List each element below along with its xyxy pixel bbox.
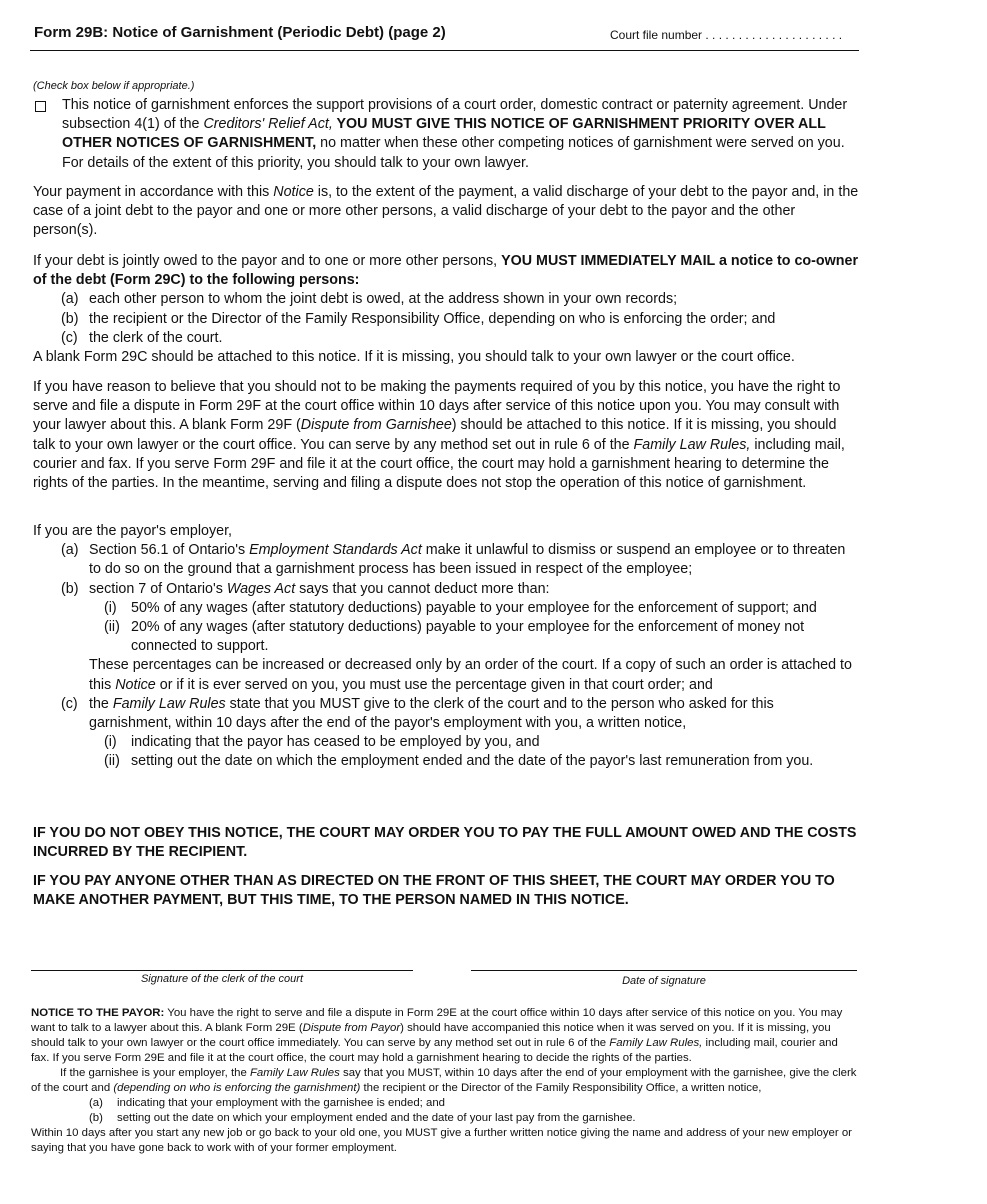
list-item: (i) indicating that the payor has ceased to be employed by you, and [104,734,540,751]
court-file-number-dots: . . . . . . . . . . . . . . . . . . . . . [702,28,843,42]
employer-section [33,522,860,772]
list-item: (i) 50% of any wages (after statutory deductions) payable to your employee for the enforcement of support; and [104,599,817,616]
form-title: Form 29B: Notice of Garnishment (Periodic Debt) (page 2) [34,24,446,41]
list-item: (b) setting out the date on which your employment ended and the date of your last pay from the garnishee. [89,1112,636,1124]
list-item: (ii) 20% of any wages (after statutory deductions) payable to your employee for the enforcement of money not connected to support. [104,619,805,655]
priority-checkbox-row [33,96,860,173]
blank-form-note: A blank Form 29C should be attached to this notice. If it is missing, you should talk to your own lawyer or the court office. [33,349,795,366]
joint-debt-list [33,290,860,348]
clerk-signature-label: Signature of the clerk of the court [140,973,304,985]
header-rule [30,50,859,51]
clerk-signature-line[interactable] [31,970,413,971]
discharge-paragraph: Your payment in accordance with this Notice is, to the extent of the payment, a valid discharge of your debt to the payor and, in the case of a joint debt to the payor and one or more other persons, a valid discharge of your debt to the payor and the other person(s). [33,184,859,239]
payor-notice-p2: If the garnishee is your employer, the Family Law Rules say that you MUST, within 10 days after the end of your employment with the garnishee, give the clerk of the court and (depending on who is enforcing the garnishment) the recipient or the Director of the Family Responsibility Office, a written notice, [31,1067,857,1094]
employer-intro: If you are the payor's employer, [33,523,233,539]
payor-notice-p1: NOTICE TO THE PAYOR: You have the right to serve and file a dispute in Form 29E at the court office within 10 days after service of this notice on you. You may want to talk to a lawyer about this. A blank Form 29E (Dispute from Payor) should have accompanied this notice when it was served on you. If it is missing, you should talk to your own lawyer or the court office immediately. You can serve by any method set out in rule 6 of the Family Law Rules, including mail, courier and fax. If you serve Form 29E and file it at the court office, the court may hold a garnishment hearing to decide the rights of the parties. [31,1007,843,1064]
payor-notice [31,1006,859,1156]
list-item: (c) the clerk of the court. [61,329,223,346]
date-signature-label: Date of signature [622,975,706,987]
list-item: (ii) setting out the date on which the employment ended and the date of the payor's last remuneration from you. [104,753,814,770]
joint-debt-section [33,252,860,367]
percentage-note: These percentages can be increased or decreased only by an order of the court. If a copy of such an order is attached to this Notice or if it is ever served on you, you must use the percentage given in that court order; and [89,657,852,693]
list-item: (a) each other person to whom the joint debt is owed, at the address shown in your own records; [61,291,678,308]
employer-item-a: (a) Section 56.1 of Ontario's Employment Standards Act make it unlawful to dismiss or suspend an employee or to threaten to do so on the ground that a garnishment process has been issued in respect of the employee; [61,542,846,578]
dispute-paragraph: If you have reason to believe that you should not to be making the payments required of you by this notice, you have the right to serve and file a dispute in Form 29F at the court office within 10 days after service of this notice upon you. You may consult with your lawyer about this. A blank Form 29F (Dispute from Garnishee) should be attached to this notice. If it is missing, you should talk to your own lawyer or the court office. You can serve by any method set out in rule 6 of the Family Law Rules, including mail, courier and fax. If you serve Form 29F and file it at the court office, the court may hold a garnishment hearing to determine the rights of the parties. In the meantime, serving and filing a dispute does not stop the operation of this notice of garnishment. [33,379,845,492]
priority-checkbox[interactable] [35,101,46,112]
priority-paragraph: This notice of garnishment enforces the support provisions of a court order, domestic contract or paternity agreement. Under subsection 4(1) of the Creditors' Relief Act, YOU MUST GIVE THIS NOTICE OF GARNISHMENT PRIORITY OVER ALL OTHER NOTICES OF GARNISHMENT, no matter when these other competing notices of garnishment were served on you. For details of the extent of this priority, you should talk to your own lawyer. [62,97,848,171]
court-file-number-field[interactable] [610,28,842,42]
employer-item-b: (b) section 7 of Ontario's Wages Act says that you cannot deduct more than: [61,580,550,597]
date-signature-line[interactable] [471,970,857,971]
court-file-number-label: Court file number [610,28,703,42]
check-note: (Check box below if appropriate.) [33,80,195,92]
warning-payment: IF YOU PAY ANYONE OTHER THAN AS DIRECTED ON THE FRONT OF THIS SHEET, THE COURT MAY ORDER YOU TO MAKE ANOTHER PAYMENT, BUT THIS TIME, TO THE PERSON NAMED IN THIS NOTICE. [33,873,835,908]
payor-notice-final: Within 10 days after you start any new job or go back to your old one, you MUST give a further written notice giving the name and address of your new employer or saying that you have gone back to work with of your former employment. [31,1127,852,1154]
warning-obey: IF YOU DO NOT OBEY THIS NOTICE, THE COURT MAY ORDER YOU TO PAY THE FULL AMOUNT OWED AND THE COSTS INCURRED BY THE RECIPIENT. [33,825,857,860]
list-item: (b) the recipient or the Director of the Family Responsibility Office, depending on who is enforcing the order; and [61,310,776,327]
joint-debt-intro: If your debt is jointly owed to the payor and to one or more other persons, YOU MUST IMMEDIATELY MAIL a notice to co-owner of the debt (Form 29C) to the following persons: [33,253,859,289]
payor-notice-heading: NOTICE TO THE PAYOR: [31,1007,165,1019]
employer-item-c: (c) the Family Law Rules state that you MUST give to the clerk of the court and to the person who asked for this garnishment, within 10 days after the end of the payor's employment with you, a written notice, [61,695,774,732]
list-item: (a) indicating that your employment with the garnishee is ended; and [89,1097,445,1109]
